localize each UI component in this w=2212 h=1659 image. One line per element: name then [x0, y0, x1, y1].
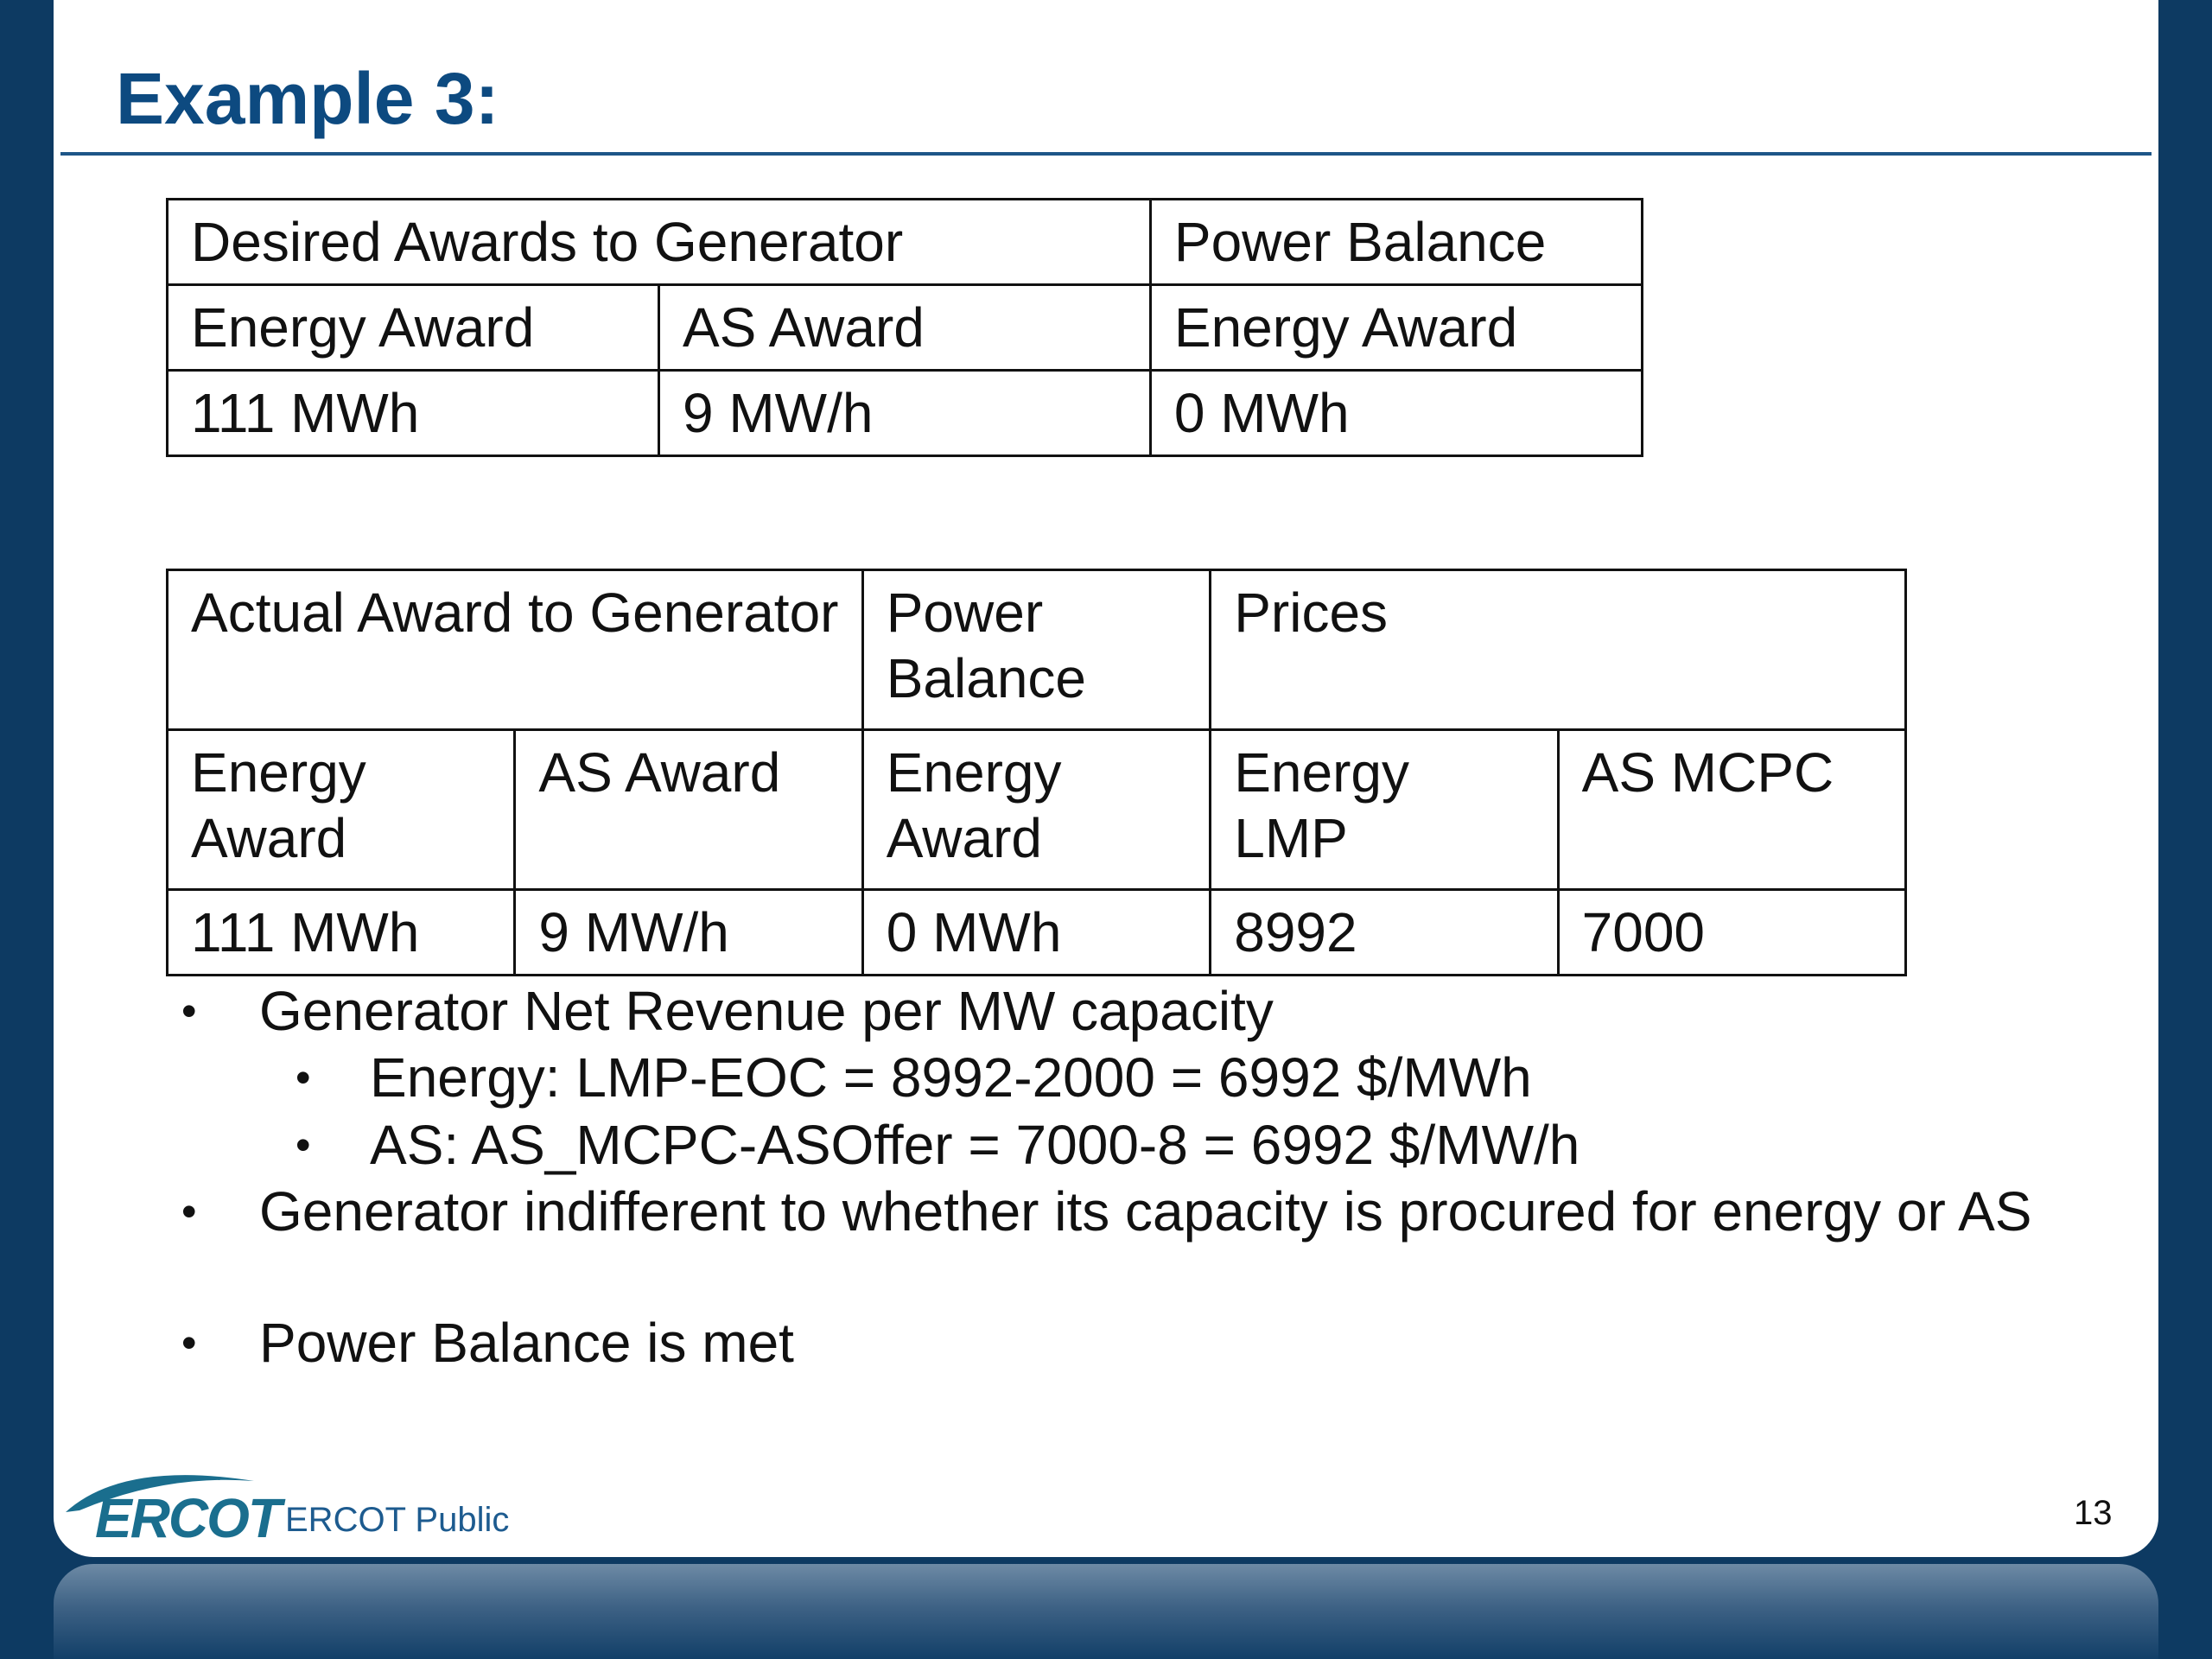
table-subheader-cell: Energy Award: [168, 285, 659, 371]
table-header-cell: Prices: [1211, 570, 1906, 730]
sub-bullet-item: [181, 1111, 2134, 1179]
table-value-cell: 8992: [1211, 890, 1558, 976]
table-subheader-cell: Energy Award: [168, 730, 515, 890]
table-value-cell: 9 MW/h: [515, 890, 862, 976]
bullet-item: [181, 1179, 2134, 1244]
title-divider: [60, 152, 2152, 156]
bullet-marker: •: [181, 987, 197, 1035]
table-value-cell: 0 MWh: [1150, 371, 1642, 456]
table-header-cell: Power Balance: [1150, 200, 1642, 285]
actual-awards-table: [166, 569, 1907, 976]
table-subheader-cell: AS MCPC: [1558, 730, 1905, 890]
bullet-marker: •: [181, 1319, 197, 1367]
table-header-cell: Actual Award to Generator: [168, 570, 863, 730]
table-value-cell: 7000: [1558, 890, 1905, 976]
table-value-cell: 0 MWh: [862, 890, 1211, 976]
table-value-cell: 111 MWh: [168, 890, 515, 976]
bullet-marker: •: [181, 1187, 197, 1236]
bullet-marker: •: [296, 1053, 311, 1102]
bullet-text: AS: AS_MCPC-ASOffer = 7000-8 = 6992 $/MW/h: [370, 1114, 1580, 1176]
footer-label: ERCOT Public: [285, 1501, 510, 1539]
ercot-logo-text: ERCOT: [95, 1487, 280, 1549]
bullet-marker: •: [296, 1121, 311, 1169]
bottom-band: [54, 1564, 2158, 1659]
table-subheader-cell: Energy Award: [1150, 285, 1642, 371]
bullet-list: [181, 978, 2134, 1376]
sub-bullet-item: [181, 1044, 2134, 1111]
bullet-text: Power Balance is met: [259, 1312, 794, 1374]
bullet-text: Generator Net Revenue per MW capacity: [259, 980, 1274, 1042]
table-subheader-cell: Energy LMP: [1211, 730, 1558, 890]
table-value-cell: 111 MWh: [168, 371, 659, 456]
table-subheader-cell: Energy Award: [862, 730, 1211, 890]
table-subheader-cell: AS Award: [515, 730, 862, 890]
page-number: 13: [2074, 1494, 2113, 1532]
table-header-cell: Power Balance: [862, 570, 1211, 730]
table-subheader-cell: AS Award: [658, 285, 1150, 371]
bullet-item: [181, 1310, 2134, 1376]
table-header-cell: Desired Awards to Generator: [168, 200, 1151, 285]
bullet-text: Generator indifferent to whether its capacity is procured for energy or AS: [259, 1180, 2032, 1243]
bullet-text: Energy: LMP-EOC = 8992-2000 = 6992 $/MWh: [370, 1046, 1532, 1109]
spacer: [181, 1244, 2134, 1310]
bullet-item: [181, 978, 2134, 1044]
desired-awards-table: [166, 198, 1643, 457]
slide-title: Example 3:: [116, 58, 499, 139]
table-value-cell: 9 MW/h: [658, 371, 1150, 456]
